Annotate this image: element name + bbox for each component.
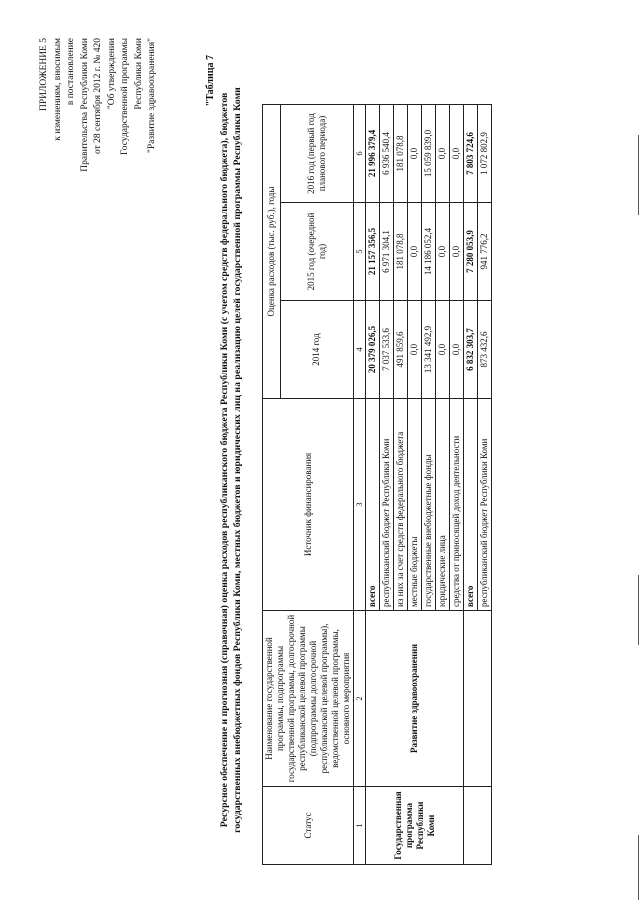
header-status: Статус bbox=[263, 787, 354, 865]
appendix-header bbox=[38, 38, 160, 193]
value-2015: 7 280 053,9 bbox=[464, 203, 478, 301]
appendix-line: ПРИЛОЖЕНИЕ 5 bbox=[39, 38, 49, 112]
value-2016: 181 078,8 bbox=[394, 105, 408, 203]
table-label: "Таблица 7 bbox=[205, 55, 216, 107]
value-2014: 0,0 bbox=[408, 301, 422, 399]
column-index: 3 bbox=[354, 399, 366, 611]
appendix-line: Правительства Республики Коми bbox=[79, 38, 90, 172]
value-2015: 181 078,8 bbox=[394, 203, 408, 301]
source-cell: всего bbox=[464, 399, 478, 611]
source-cell: республиканский бюджет Республики Коми bbox=[478, 399, 492, 611]
column-index: 1 bbox=[354, 787, 366, 865]
table-row bbox=[366, 105, 380, 865]
source-cell: из них за счет средств федерального бюджета bbox=[394, 399, 408, 611]
header-estimate: Оценка расходов (тыс. руб.), годы bbox=[263, 105, 281, 399]
status-cell bbox=[464, 787, 492, 865]
footer-rule bbox=[638, 135, 639, 215]
resource-table bbox=[262, 104, 492, 865]
value-2016: 1 072 802,9 bbox=[478, 105, 492, 203]
value-2014: 7 037 533,6 bbox=[380, 301, 394, 399]
status-cell: Государственная программа Республики Коми bbox=[366, 787, 464, 865]
source-cell: всего bbox=[366, 399, 380, 611]
column-index: 4 bbox=[354, 301, 366, 399]
value-2014: 491 859,6 bbox=[394, 301, 408, 399]
value-2015: 941 776,2 bbox=[478, 203, 492, 301]
value-2015: 6 971 304,1 bbox=[380, 203, 394, 301]
program-name-cell bbox=[464, 611, 492, 787]
column-index: 6 bbox=[354, 105, 366, 203]
header-year-2014: 2014 год bbox=[280, 301, 353, 399]
value-2015: 0,0 bbox=[436, 203, 450, 301]
source-cell: средства от приносящей доход деятельности bbox=[450, 399, 464, 611]
appendix-line: Республики Коми bbox=[133, 38, 144, 110]
appendix-line: "Развитие здравоохранения" bbox=[147, 38, 157, 154]
value-2014: 6 832 303,7 bbox=[464, 301, 478, 399]
value-2016: 7 803 724,6 bbox=[464, 105, 478, 203]
source-cell: республиканский бюджет Республики Коми bbox=[380, 399, 394, 611]
header-year-2016: 2016 год (первый год планового периода) bbox=[280, 105, 353, 203]
value-2016: 0,0 bbox=[408, 105, 422, 203]
header-year-2015: 2015 год (очередной год) bbox=[280, 203, 353, 301]
value-2016: 0,0 bbox=[436, 105, 450, 203]
appendix-line: от 28 сентября 2012 г. № 420 bbox=[93, 38, 103, 155]
value-2014: 0,0 bbox=[436, 301, 450, 399]
footer-rule bbox=[638, 575, 639, 645]
value-2014: 0,0 bbox=[450, 301, 464, 399]
value-2016: 6 936 540,4 bbox=[380, 105, 394, 203]
value-2014: 20 379 026,5 bbox=[366, 301, 380, 399]
column-index: 5 bbox=[354, 203, 366, 301]
header-source: Источник финансирования bbox=[263, 399, 354, 611]
footer-rule bbox=[638, 835, 639, 900]
column-index: 2 bbox=[354, 611, 366, 787]
source-cell: юридические лица bbox=[436, 399, 450, 611]
value-2014: 13 341 492,9 bbox=[422, 301, 436, 399]
document-title: Ресурсное обеспечение и прогнозная (справочная) оценка расходов республиканского бюджета Республики Коми (с учетом средств федерального бюджета), бюджетов государственных внебюджетных фондов Республики Коми, местных бюджетов и юридических лиц на реализацию целей государственной программы Республики Коми bbox=[219, 87, 243, 833]
header-name: Наименование государственной программы, подпрограммы государственной программы, долгосрочной республиканской целевой программы (подпрограммы долгосрочной республиканской целевой программы), ведомственной целевой программы, основного мероприятия bbox=[263, 611, 354, 787]
value-2016: 15 059 839,0 bbox=[422, 105, 436, 203]
source-cell: местные бюджеты bbox=[408, 399, 422, 611]
value-2015: 14 186 052,4 bbox=[422, 203, 436, 301]
appendix-line: к изменениям, вносимым bbox=[52, 38, 63, 141]
value-2015: 21 157 356,5 bbox=[366, 203, 380, 301]
appendix-line: "Об утверждении bbox=[106, 38, 117, 110]
program-name-cell: Развитие здравоохранения bbox=[366, 611, 464, 787]
value-2014: 873 432,6 bbox=[478, 301, 492, 399]
appendix-line: в постановление bbox=[66, 38, 76, 106]
value-2015: 0,0 bbox=[450, 203, 464, 301]
value-2015: 0,0 bbox=[408, 203, 422, 301]
table-row bbox=[464, 105, 478, 865]
appendix-line: Государственной программы bbox=[120, 38, 130, 155]
value-2016: 21 996 379,4 bbox=[366, 105, 380, 203]
value-2016: 0,0 bbox=[450, 105, 464, 203]
source-cell: государственные внебюджетные фонды bbox=[422, 399, 436, 611]
